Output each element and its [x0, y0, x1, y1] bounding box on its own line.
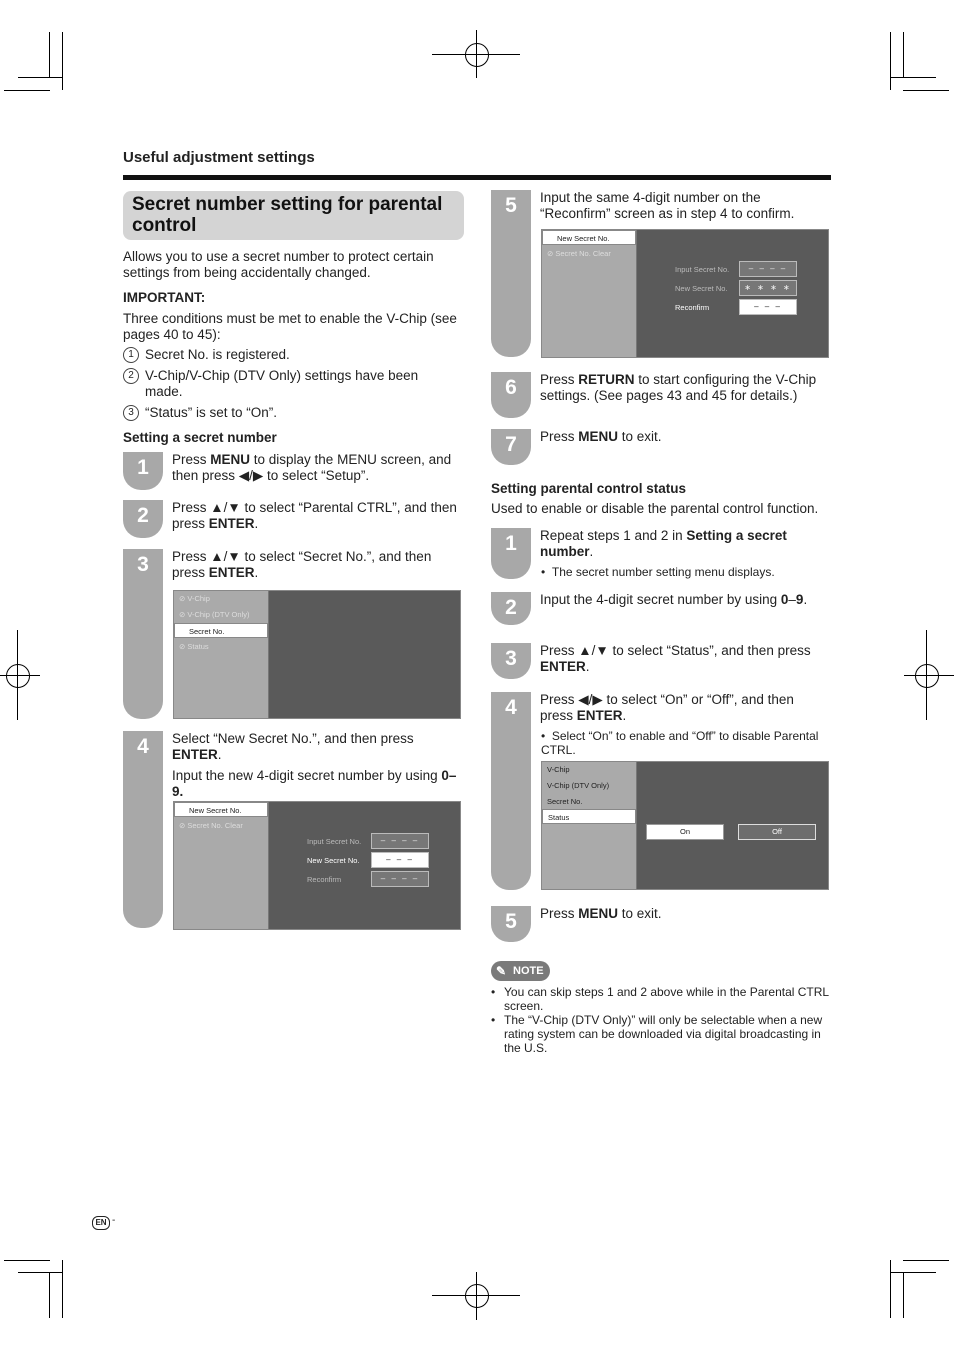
step-number: 1: [137, 456, 149, 479]
crop-mark: [18, 77, 63, 78]
intro-text: Allows you to use a secret number to protect certain settings from being accidentally changed.: [123, 249, 434, 280]
condition-text: V-Chip/V-Chip (DTV Only) settings have been made.: [145, 368, 419, 399]
new-secret-field[interactable]: ∗ ∗ ∗ ∗: [739, 280, 797, 296]
input-secret-field[interactable]: – – – –: [371, 833, 429, 849]
crop-mark: [4, 1260, 50, 1261]
condition-item: [123, 405, 463, 425]
menu-item-secret-no[interactable]: Secret No.: [547, 797, 583, 806]
registration-mark: [465, 1284, 489, 1308]
on-button[interactable]: On: [646, 824, 724, 840]
reconfirm-field[interactable]: – – – –: [371, 871, 429, 887]
field-label: Input Secret No.: [675, 265, 730, 274]
condition-text: “Status” is set to “On”.: [145, 405, 278, 420]
step-number: 1: [505, 532, 517, 555]
subsection-heading: Setting parental control status: [491, 481, 687, 496]
menu-item-new-secret[interactable]: New Secret No.: [542, 230, 636, 245]
menu-item-status[interactable]: ⊘ Status: [179, 642, 209, 651]
step-bar: [123, 731, 163, 928]
secret-menu-screen: [173, 590, 461, 719]
step-number: 2: [505, 596, 517, 619]
registration-mark: [6, 664, 30, 688]
step-text: Press ▲/▼ to select “Status”, and then press ENTER.: [540, 643, 811, 674]
crop-mark: [49, 1272, 50, 1318]
menu-item-v-chip-dtv[interactable]: ⊘ V-Chip (DTV Only): [179, 610, 250, 619]
crop-mark: [18, 1272, 63, 1273]
menu-item-secret-clear[interactable]: ⊘ Secret No. Clear: [179, 821, 243, 830]
step-number: 5: [505, 910, 517, 933]
registration-mark: [915, 664, 939, 688]
step-number: 4: [137, 735, 149, 758]
menu-item-v-chip[interactable]: ⊘ V-Chip: [179, 594, 210, 603]
page-dash: -: [112, 1215, 116, 1226]
step-number: 3: [137, 553, 149, 576]
step-bar: [491, 692, 531, 890]
crop-mark: [49, 32, 50, 78]
step-number: 4: [505, 696, 517, 719]
menu-item-v-chip-dtv[interactable]: V-Chip (DTV Only): [547, 781, 610, 790]
crop-mark: [890, 32, 891, 90]
step-number: 3: [505, 647, 517, 670]
crop-mark: [476, 30, 477, 78]
menu-panel: [174, 802, 269, 929]
page-title: Secret number setting for parental control: [132, 194, 443, 236]
step-text: Press MENU to display the MENU screen, and then press ◀/▶ to select “Setup”.: [172, 452, 452, 483]
condition-list: [123, 347, 463, 425]
reconfirm-screen: [541, 229, 829, 358]
menu-panel: [174, 591, 269, 718]
field-label: Input Secret No.: [307, 837, 362, 846]
crop-mark: [890, 77, 936, 78]
step-text: Press MENU to exit.: [540, 906, 662, 921]
header-rule: [123, 175, 831, 180]
note-item: • You can skip steps 1 and 2 above while in the Parental CTRL screen.: [491, 985, 829, 1013]
new-secret-field[interactable]: – – –: [371, 852, 429, 868]
registration-mark: [465, 43, 489, 67]
step-text: Repeat steps 1 and 2 in Setting a secret number.: [540, 528, 787, 559]
input-secret-field[interactable]: – – – –: [739, 261, 797, 277]
step-number: 6: [505, 376, 517, 399]
step-number: 7: [505, 433, 517, 456]
condition-text: Secret No. is registered.: [145, 347, 290, 362]
field-label: New Secret No.: [675, 284, 728, 293]
status-screen: [541, 761, 829, 890]
menu-item-secret-no[interactable]: Secret No.: [174, 623, 268, 638]
menu-panel: [542, 762, 637, 889]
field-label: Reconfirm: [307, 875, 342, 884]
step-text: Input the same 4-digit number on the “Reconfirm” screen as in step 4 to confirm.: [540, 190, 795, 221]
crop-mark: [890, 1272, 936, 1273]
step-text: Press MENU to exit.: [540, 429, 662, 444]
step-number: 5: [505, 194, 517, 217]
step-number: 2: [137, 504, 149, 527]
page-title-box: [123, 191, 464, 240]
step-text: Press ▲/▼ to select “Secret No.”, and then press ENTER.: [172, 549, 432, 580]
status-intro: Used to enable or disable the parental control function.: [491, 501, 819, 516]
menu-item-v-chip[interactable]: V-Chip: [547, 765, 570, 774]
step-extra-text: Input the new 4-digit secret number by using 0–9.: [172, 768, 457, 799]
condition-item: [123, 347, 463, 368]
off-button[interactable]: Off: [738, 824, 816, 840]
condition-number: 3: [123, 405, 139, 421]
step-bullet: • The secret number setting menu displays.: [541, 565, 775, 579]
crop-mark: [0, 675, 40, 676]
pencil-icon: ✎: [496, 964, 507, 978]
menu-panel: [542, 230, 637, 357]
important-text: Three conditions must be met to enable the V-Chip (see pages 40 to 45):: [123, 311, 457, 342]
important-heading: IMPORTANT:: [123, 290, 206, 305]
crop-mark: [4, 90, 50, 91]
step-text: Input the 4-digit secret number by using 0–9.: [540, 592, 808, 607]
field-label: Reconfirm: [675, 303, 710, 312]
step-text: Press RETURN to start configuring the V-Chip settings. (See pages 43 and 45 for details.): [540, 372, 817, 403]
condition-number: 1: [123, 347, 139, 363]
crop-mark: [904, 675, 954, 676]
field-label: New Secret No.: [307, 856, 360, 865]
section-header: Useful adjustment settings: [123, 149, 315, 166]
crop-mark: [903, 90, 949, 91]
note-badge: [491, 961, 550, 981]
reconfirm-field[interactable]: – – –: [739, 299, 797, 315]
crop-mark: [476, 1272, 477, 1320]
note-item: • The “V-Chip (DTV Only)” will only be selectable when a new rating system can be downloaded via digital broadcasting in the U.S.: [491, 1013, 823, 1055]
step-text: Select “New Secret No.”, and then press ENTER.: [172, 731, 414, 762]
condition-number: 2: [123, 368, 139, 384]
crop-mark: [62, 1260, 63, 1318]
condition-item: [123, 368, 463, 405]
crop-mark: [62, 32, 63, 90]
step-text: Press ▲/▼ to select “Parental CTRL”, and then press ENTER.: [172, 500, 457, 531]
crop-mark: [903, 1260, 949, 1261]
step-bullet: • Select “On” to enable and “Off” to disable Parental CTRL.: [541, 729, 819, 757]
crop-mark: [903, 32, 904, 78]
menu-item-new-secret[interactable]: New Secret No.: [174, 802, 268, 817]
step-text: Press ◀/▶ to select “On” or “Off”, and then press ENTER.: [540, 692, 794, 723]
crop-mark: [890, 1260, 891, 1318]
note-label: NOTE: [513, 965, 544, 977]
crop-mark: [903, 1272, 904, 1318]
language-badge: EN: [92, 1216, 110, 1230]
menu-item-status[interactable]: Status: [542, 809, 636, 824]
new-secret-screen: [173, 801, 461, 930]
subsection-heading: Setting a secret number: [123, 430, 277, 445]
menu-item-secret-clear[interactable]: ⊘ Secret No. Clear: [547, 249, 611, 258]
